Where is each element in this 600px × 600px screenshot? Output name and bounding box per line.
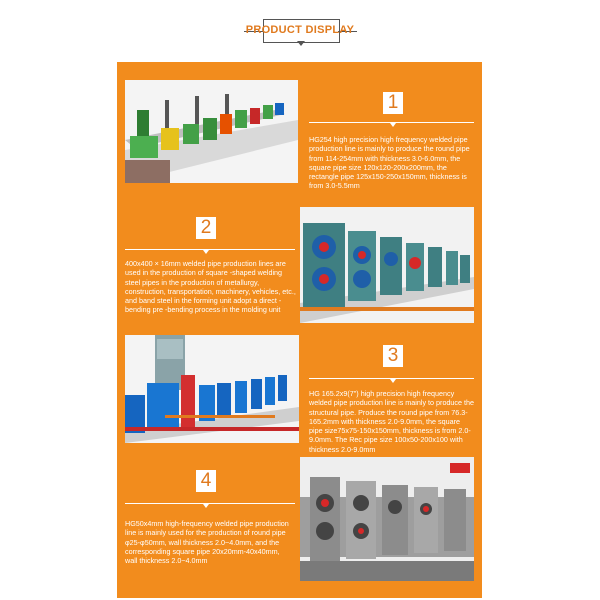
item-number-3: 3: [383, 345, 403, 367]
page-title: PRODUCT DISPLAY: [245, 24, 355, 36]
item-divider-4: [125, 503, 295, 504]
pipe-mill-illustration-4: [300, 457, 474, 581]
item-description-3: HG 165.2x9(7") high precision high frequency welded pipe production line is mainly to produce the structural pipe. Produce the round pipe from 76.3-165.2mm with thickness 2.0-9.0mm, the square pipe size75x75-150x150mm, thickness is from 2.0-9.0mm. The Rec pipe size 100x50-200x100 with thickness 2.0-9.0mm: [309, 389, 475, 454]
product-photo-1: [125, 80, 298, 183]
item-number-4: 4: [196, 470, 216, 492]
item-pointer-1: [390, 123, 396, 127]
pipe-mill-illustration-3: [125, 335, 299, 443]
product-photo-2: [300, 207, 474, 323]
product-panel: [117, 62, 482, 598]
section-header: [0, 0, 600, 62]
item-number-1: 1: [383, 92, 403, 114]
item-number-2: 2: [196, 217, 216, 239]
pipe-mill-illustration-2: [300, 207, 474, 323]
product-photo-3: [125, 335, 299, 443]
item-description-1: HG254 high precision high frequency welded pipe production line is mainly to produce the round pipe from 114-254mm with thickness 3.0-6.0mm, the square pipe size 120x120-200x200mm, the rectangle pipe 125x150-250x150mm, thickness is from 3.0-5.5mm: [309, 135, 470, 191]
item-pointer-2: [203, 250, 209, 254]
pipe-mill-illustration-1: [125, 80, 298, 183]
product-photo-4: [300, 457, 474, 581]
item-description-2: 400x400 × 16mm welded pipe production lines are used in the production of square -shaped welding steel pipes in the production of metallurgy, construction, transportation, machinery, vehicles, etc., and band steel in the forming unit adopt a direct -bending pre -bending process in the molding unit: [125, 259, 296, 315]
item-description-4: HG50x4mm high-frequency welded pipe production line is mainly used for the production of round pipe φ25-φ50mm, wall thickness 2.0~4.0mm, and the corresponding square pipe 20x20mm-40x40mm, wall thickness 2.0~4.0mm: [125, 519, 289, 566]
item-pointer-3: [390, 379, 396, 383]
header-pointer: [297, 41, 305, 46]
item-pointer-4: [203, 504, 209, 508]
item-divider-2: [125, 249, 295, 250]
